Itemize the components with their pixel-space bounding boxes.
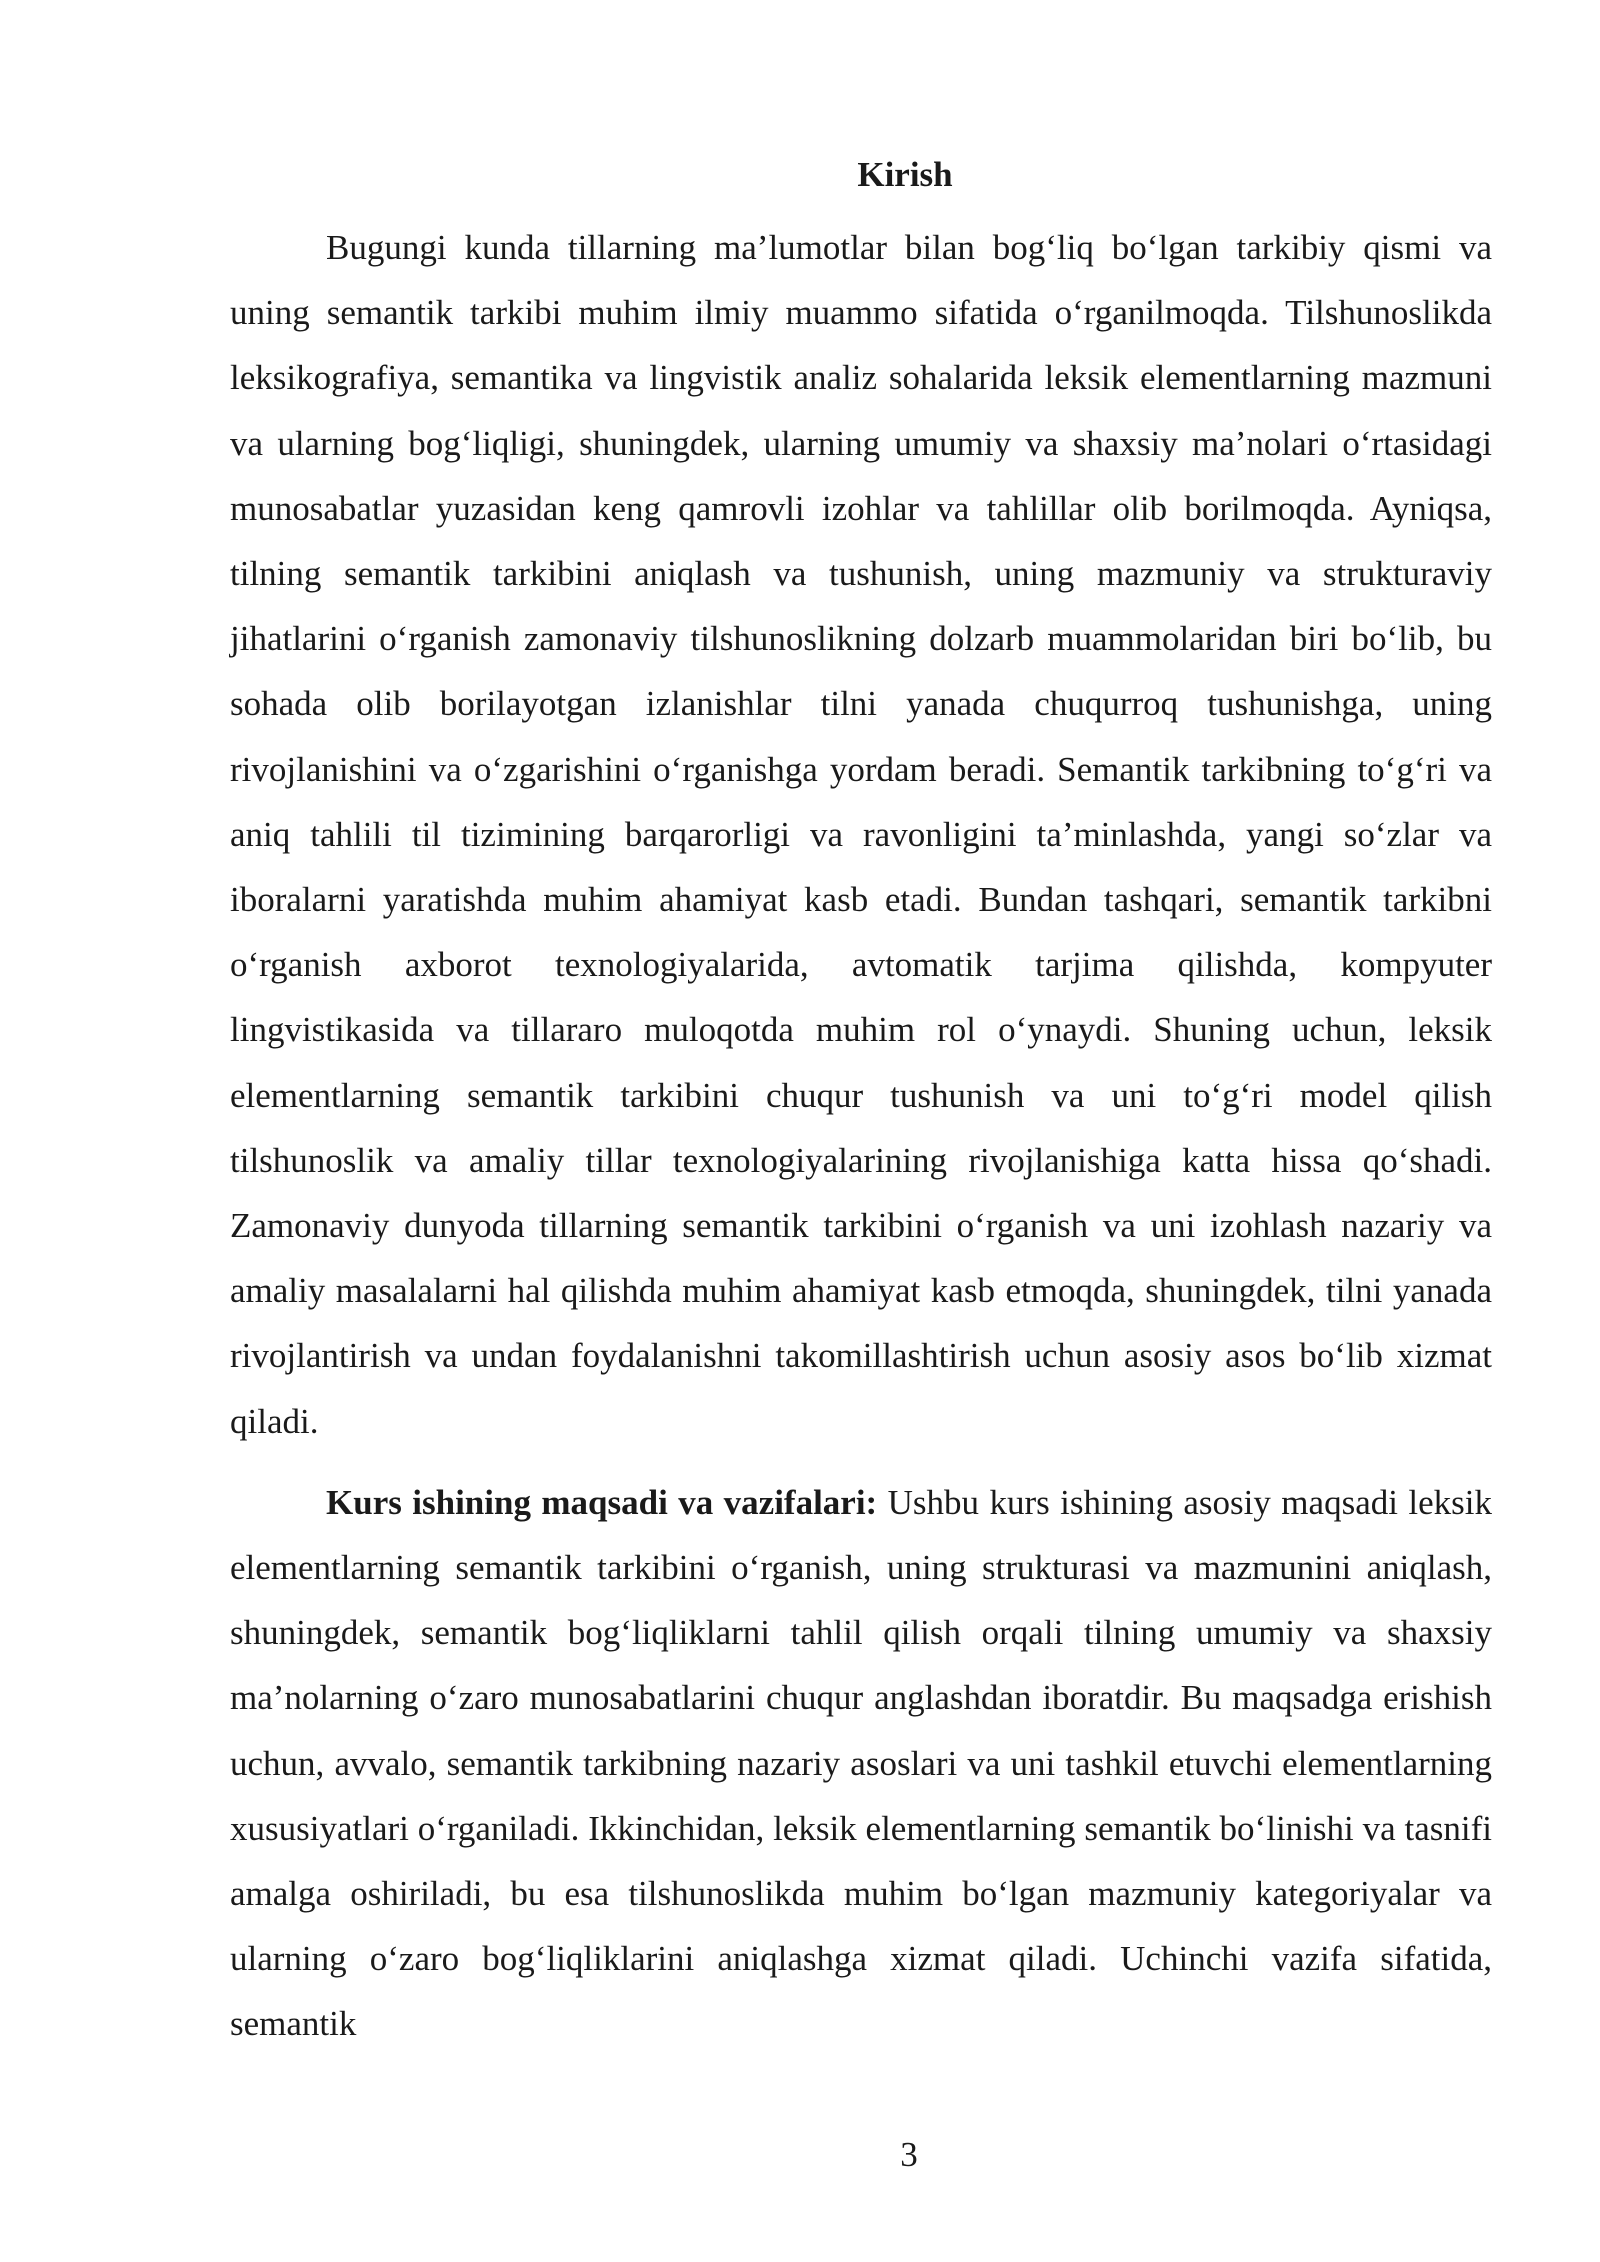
intro-paragraph: Bugungi kunda tillarning ma’lumotlar bilan bog‘liq bo‘lgan tarkibiy qismi va uning semantik tarkibi muhim ilmiy muammo sifatida o‘rganilmoqda. Tilshunoslikda leksikografiya, semantika va lingvistik analiz sohalarida leksik elementlarning mazmuni va ularning bog‘liqligi, shuningdek, ularning umumiy va shaxsiy ma’nolari o‘rtasidagi munosabatlar yuzasidan keng qamrovli izohlar va tahlillar olib borilmoqda. Ayniqsa, tilning semantik tarkibini aniqlash va tushunish, uning mazmuniy va strukturaviy jihatlarini o‘rganish zamonaviy tilshunoslikning dolzarb muammolaridan biri bo‘lib, bu sohada olib borilayotgan izlanishlar tilni yanada chuqurroq tushunishga, uning rivojlanishini va o‘zgarishini o‘rganishga yordam beradi. Semantik tarkibning to‘g‘ri va aniq tahlili til tizimining barqarorligi va ravonligini ta’minlashda, yangi so‘zlar va iboralarni yaratishda muhim ahamiyat kasb etadi. Bundan tashqari, semantik tarkibni o‘rganish axborot texnologiyalarida, avtomatik tarjima qilishda, kompyuter lingvistikasida va tillararo muloqotda muhim rol o‘ynaydi. Shuning uchun, leksik elementlarning semantik tarkibini chuqur tushunish va uni to‘g‘ri model qilish tilshunoslik va amaliy tillar texnologiyalarining rivojlanishiga katta hissa qo‘shadi. Zamonaviy dunyoda tillarning semantik tarkibini o‘rganish va uni izohlash nazariy va amaliy masalalarni hal qilishda muhim ahamiyat kasb etmoqda, shuningdek, tilni yanada rivojlantirish va undan foydalanishni takomillashtirish uchun asosiy asos bo‘lib xizmat qiladi. — [230, 228, 1492, 1441]
page-number: 3 — [900, 2135, 918, 2174]
page-title: Kirish — [857, 155, 953, 194]
goals-heading: Kurs ishining maqsadi va vazifalari: — [326, 1482, 878, 1522]
goals-paragraph — [230, 1470, 1492, 2057]
goals-text: Ushbu kurs ishining asosiy maqsadi leksik elementlarning semantik tarkibini o‘rganish, uning strukturasi va mazmunini aniqlash, shuningdek, semantik bog‘liqliklarni tahlil qilish orqali tilning umumiy va shaxsiy ma’nolarning o‘zaro munosabatlarini chuqur anglashdan iboratdir. Bu maqsadga erishish uchun, avvalo, semantik tarkibning nazariy asoslari va uni tashkil etuvchi elementlarning xususiyatlari o‘rganiladi. Ikkinchidan, leksik elementlarning semantik bo‘linishi va tasnifi amalga oshiriladi, bu esa tilshunoslikda muhim bo‘lgan mazmuniy kategoriyalar va ularning o‘zaro bog‘liqliklarini aniqlashga xizmat qiladi. Uchinchi vazifa sifatida, semantik — [230, 1482, 1492, 2044]
body-text — [230, 215, 1492, 2057]
